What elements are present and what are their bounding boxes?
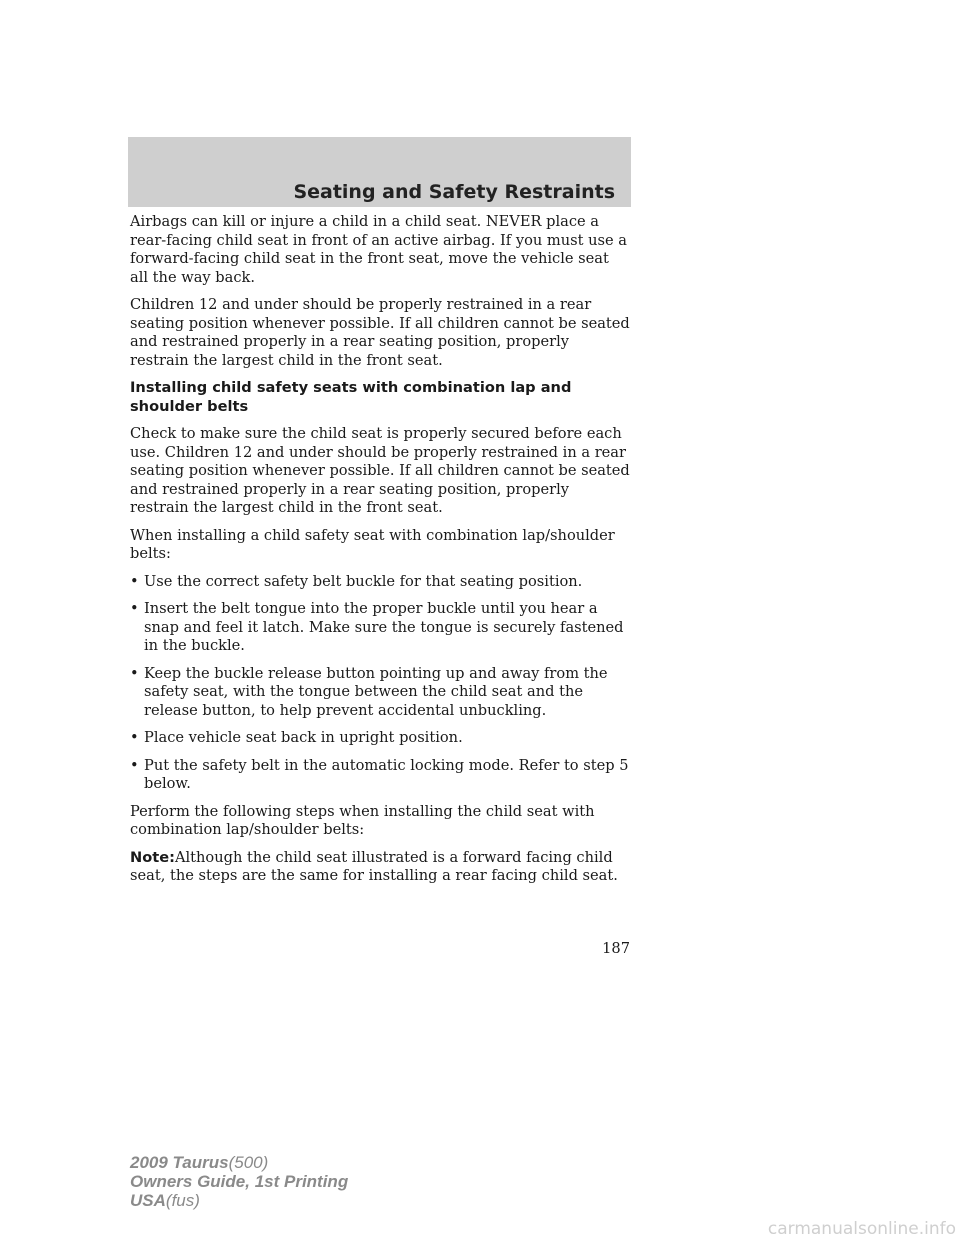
list-item xyxy=(130,757,630,794)
bullet-dot: • xyxy=(130,756,139,774)
page-number: 187 xyxy=(602,940,630,957)
note-label: Note: xyxy=(130,848,175,866)
footer-printing: Owners Guide, 1st Printing xyxy=(130,1172,349,1191)
footer-line-region xyxy=(130,1191,348,1210)
bullet-dot: • xyxy=(130,729,139,746)
list-item-text: Keep the buckle release button pointing up and away from the safety seat, with the tongue between the child seat and the release button, to help prevent accidental unbuckling. xyxy=(144,664,608,719)
bullet-dot: • xyxy=(130,664,139,682)
bullet-dot: • xyxy=(130,600,139,617)
document-footer xyxy=(130,1153,348,1210)
paragraph-when-installing: When installing a child safety seat with combination lap/shoulder belts: xyxy=(130,526,615,562)
list-item xyxy=(130,729,630,748)
list-item xyxy=(130,573,630,592)
footer-model: 2009 Taurus xyxy=(130,1153,229,1172)
footer-region-code: (fus) xyxy=(165,1191,200,1210)
footer-line-model xyxy=(130,1153,348,1172)
list-item-text: Insert the belt tongue into the proper buckle until you hear a snap and feel it latch. Make sure the tongue is securely fastened in the buckle. xyxy=(144,600,624,654)
page-content xyxy=(130,213,630,895)
list-item xyxy=(130,665,630,721)
list-item-text: Put the safety belt in the automatic locking mode. Refer to step 5 below. xyxy=(144,756,629,792)
paragraph-perform-steps: Perform the following steps when installing the child seat with combination lap/shoulder belts: xyxy=(130,802,595,838)
list-item-text: Use the correct safety belt buckle for that seating position. xyxy=(144,572,583,590)
bullet-dot: • xyxy=(130,572,139,590)
paragraph-airbag-warning: Airbags can kill or injure a child in a child seat. NEVER place a rear-facing child seat in front of an active airbag. If you must use a forward-facing child seat in the front seat, move the vehicle seat all the way back. xyxy=(130,213,627,286)
footer-line-printing xyxy=(130,1172,348,1191)
paragraph-check-secured: Check to make sure the child seat is properly secured before each use. Children 12 and under should be properly restrained in a rear seating position whenever possible. If all children cannot be seated and restrained properly in a rear seating position, properly restrain the largest child in the front seat. xyxy=(130,425,630,516)
section-heading: Installing child safety seats with combination lap and shoulder belts xyxy=(130,379,572,415)
installation-bullet-list xyxy=(130,573,630,794)
footer-region: USA xyxy=(130,1191,166,1210)
watermark-link[interactable]: carmanualsonline.info xyxy=(767,1219,956,1239)
section-title: Seating and Safety Restraints xyxy=(293,181,615,203)
footer-model-code: (500) xyxy=(228,1153,269,1172)
section-header-band xyxy=(128,137,631,207)
paragraph-note xyxy=(130,849,630,886)
paragraph-children-rear-seat: Children 12 and under should be properly restrained in a rear seating position whenever possible. If all children cannot be seated and restrained properly in a rear seating position, properly restrain the largest child in the front seat. xyxy=(130,296,630,369)
note-text: Although the child seat illustrated is a forward facing child seat, the steps are the same for installing a rear facing child seat. xyxy=(130,848,618,884)
list-item xyxy=(130,600,630,656)
list-item-text: Place vehicle seat back in upright position. xyxy=(144,729,463,746)
